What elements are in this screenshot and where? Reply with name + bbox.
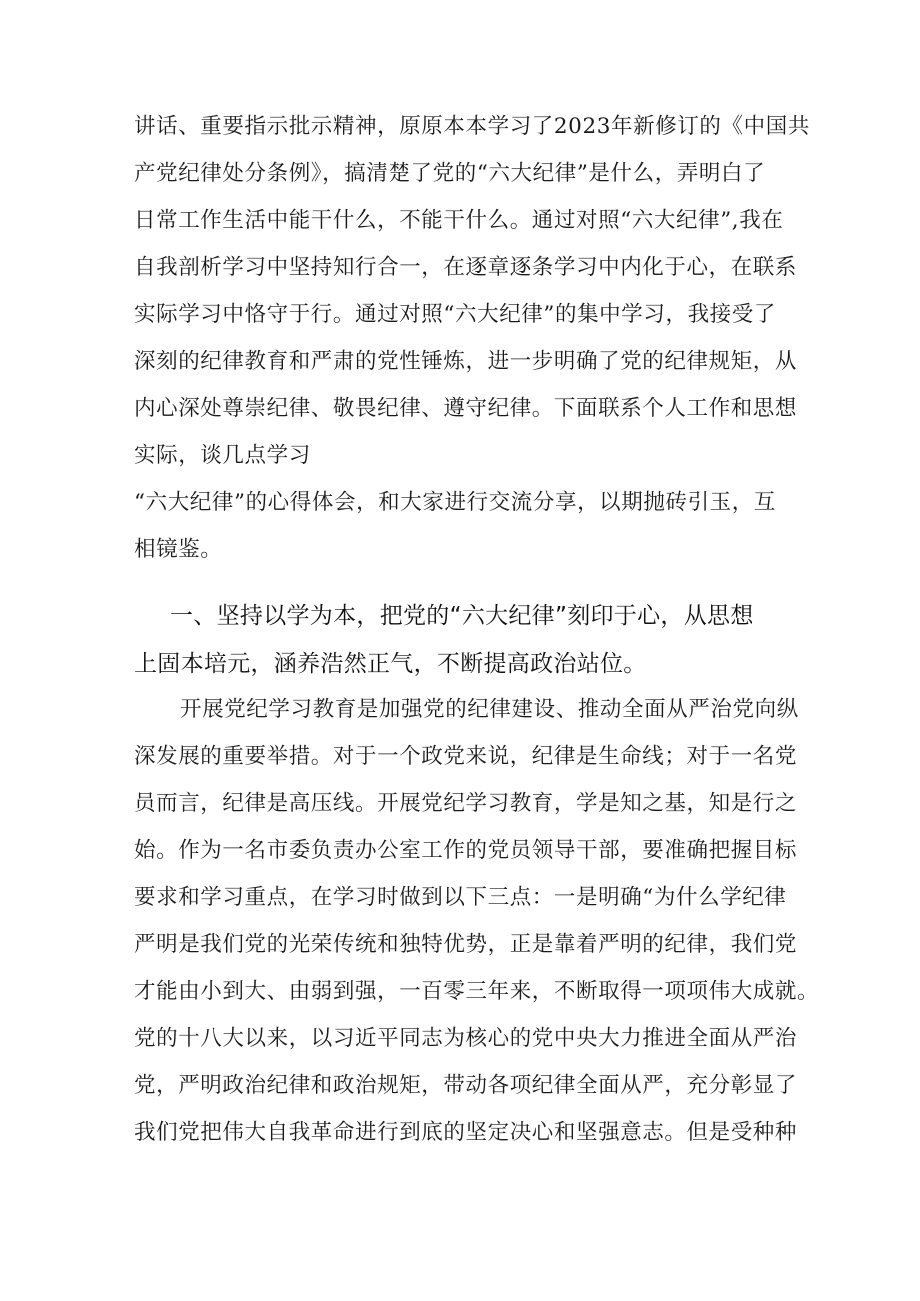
text-line: 实际学习中恪守于行。通过对照“六大纪律”的集中学习，我接受了 [134,302,776,327]
text-line: 产党纪律处分条例》，搞清楚了党的“六大纪律”是什么，弄明白了 [134,161,766,186]
text-line: 党，严明政治纪律和政治规矩，带动各项纪律全面从严，充分彰显了 [134,1073,798,1098]
text-line: 日常工作生活中能干什么，不能干什么。通过对照“六大纪律”,我在 [134,208,784,233]
text-line: 要求和学习重点，在学习时做到以下三点：一是明确“为什么学纪律 [134,885,787,910]
text-line: 自我剖析学习中坚持知行合一，在逐章逐条学习中内化于心，在联系 [134,255,798,280]
text-line: 党的十八大以来，以习近平同志为核心的党中央大力推进全面从严治 [134,1026,798,1051]
heading-line: 上固本培元，涵养浩然正气，不断提高政治站位。 [134,651,647,677]
intro-paragraph [134,103,810,573]
heading-line: 一、坚持以学为本，把党的“六大纪律”刻印于心，从思想 [170,603,754,629]
text-line: 员而言，纪律是高压线。开展党纪学习教育，学是知之基，知是行之 [134,791,798,816]
text-line: 深刻的纪律教育和严肃的党性锤炼，进一步明确了党的纪律规矩，从 [134,349,798,374]
text-line: 讲话、重要指示批示精神，原原本本学习了2023年新修订的《中国共 [134,114,810,139]
text-line: 深发展的重要举措。对于一个政党来说，纪律是生命线；对于一名党 [134,744,798,769]
text-line: “六大纪律”的心得体会，和大家进行交流分享，以期抛砖引玉，互 [134,490,776,515]
text-line: 才能由小到大、由弱到强，一百零三年来，不断取得一项项伟大成就。 [134,979,820,1004]
text-line: 实际，谈几点学习 [134,443,311,468]
text-line: 内心深处尊崇纪律、敬畏纪律、遵守纪律。下面联系个人工作和思想 [134,396,798,421]
text-line: 严明是我们党的光荣传统和独特优势，正是靠着严明的纪律，我们党 [134,932,798,957]
text-line: 始。作为一名市委负责办公室工作的党员领导干部，要准确把握目标 [134,838,798,863]
section-heading [134,592,794,688]
text-line: 开展党纪学习教育是加强党的纪律建设、推动全面从严治党向纵 [180,697,799,722]
text-line: 相镜鉴。 [134,537,223,562]
body-paragraph [134,686,820,1156]
text-line: 我们党把伟大自我革命进行到底的坚定决心和坚强意志。但是受种种 [134,1120,798,1145]
